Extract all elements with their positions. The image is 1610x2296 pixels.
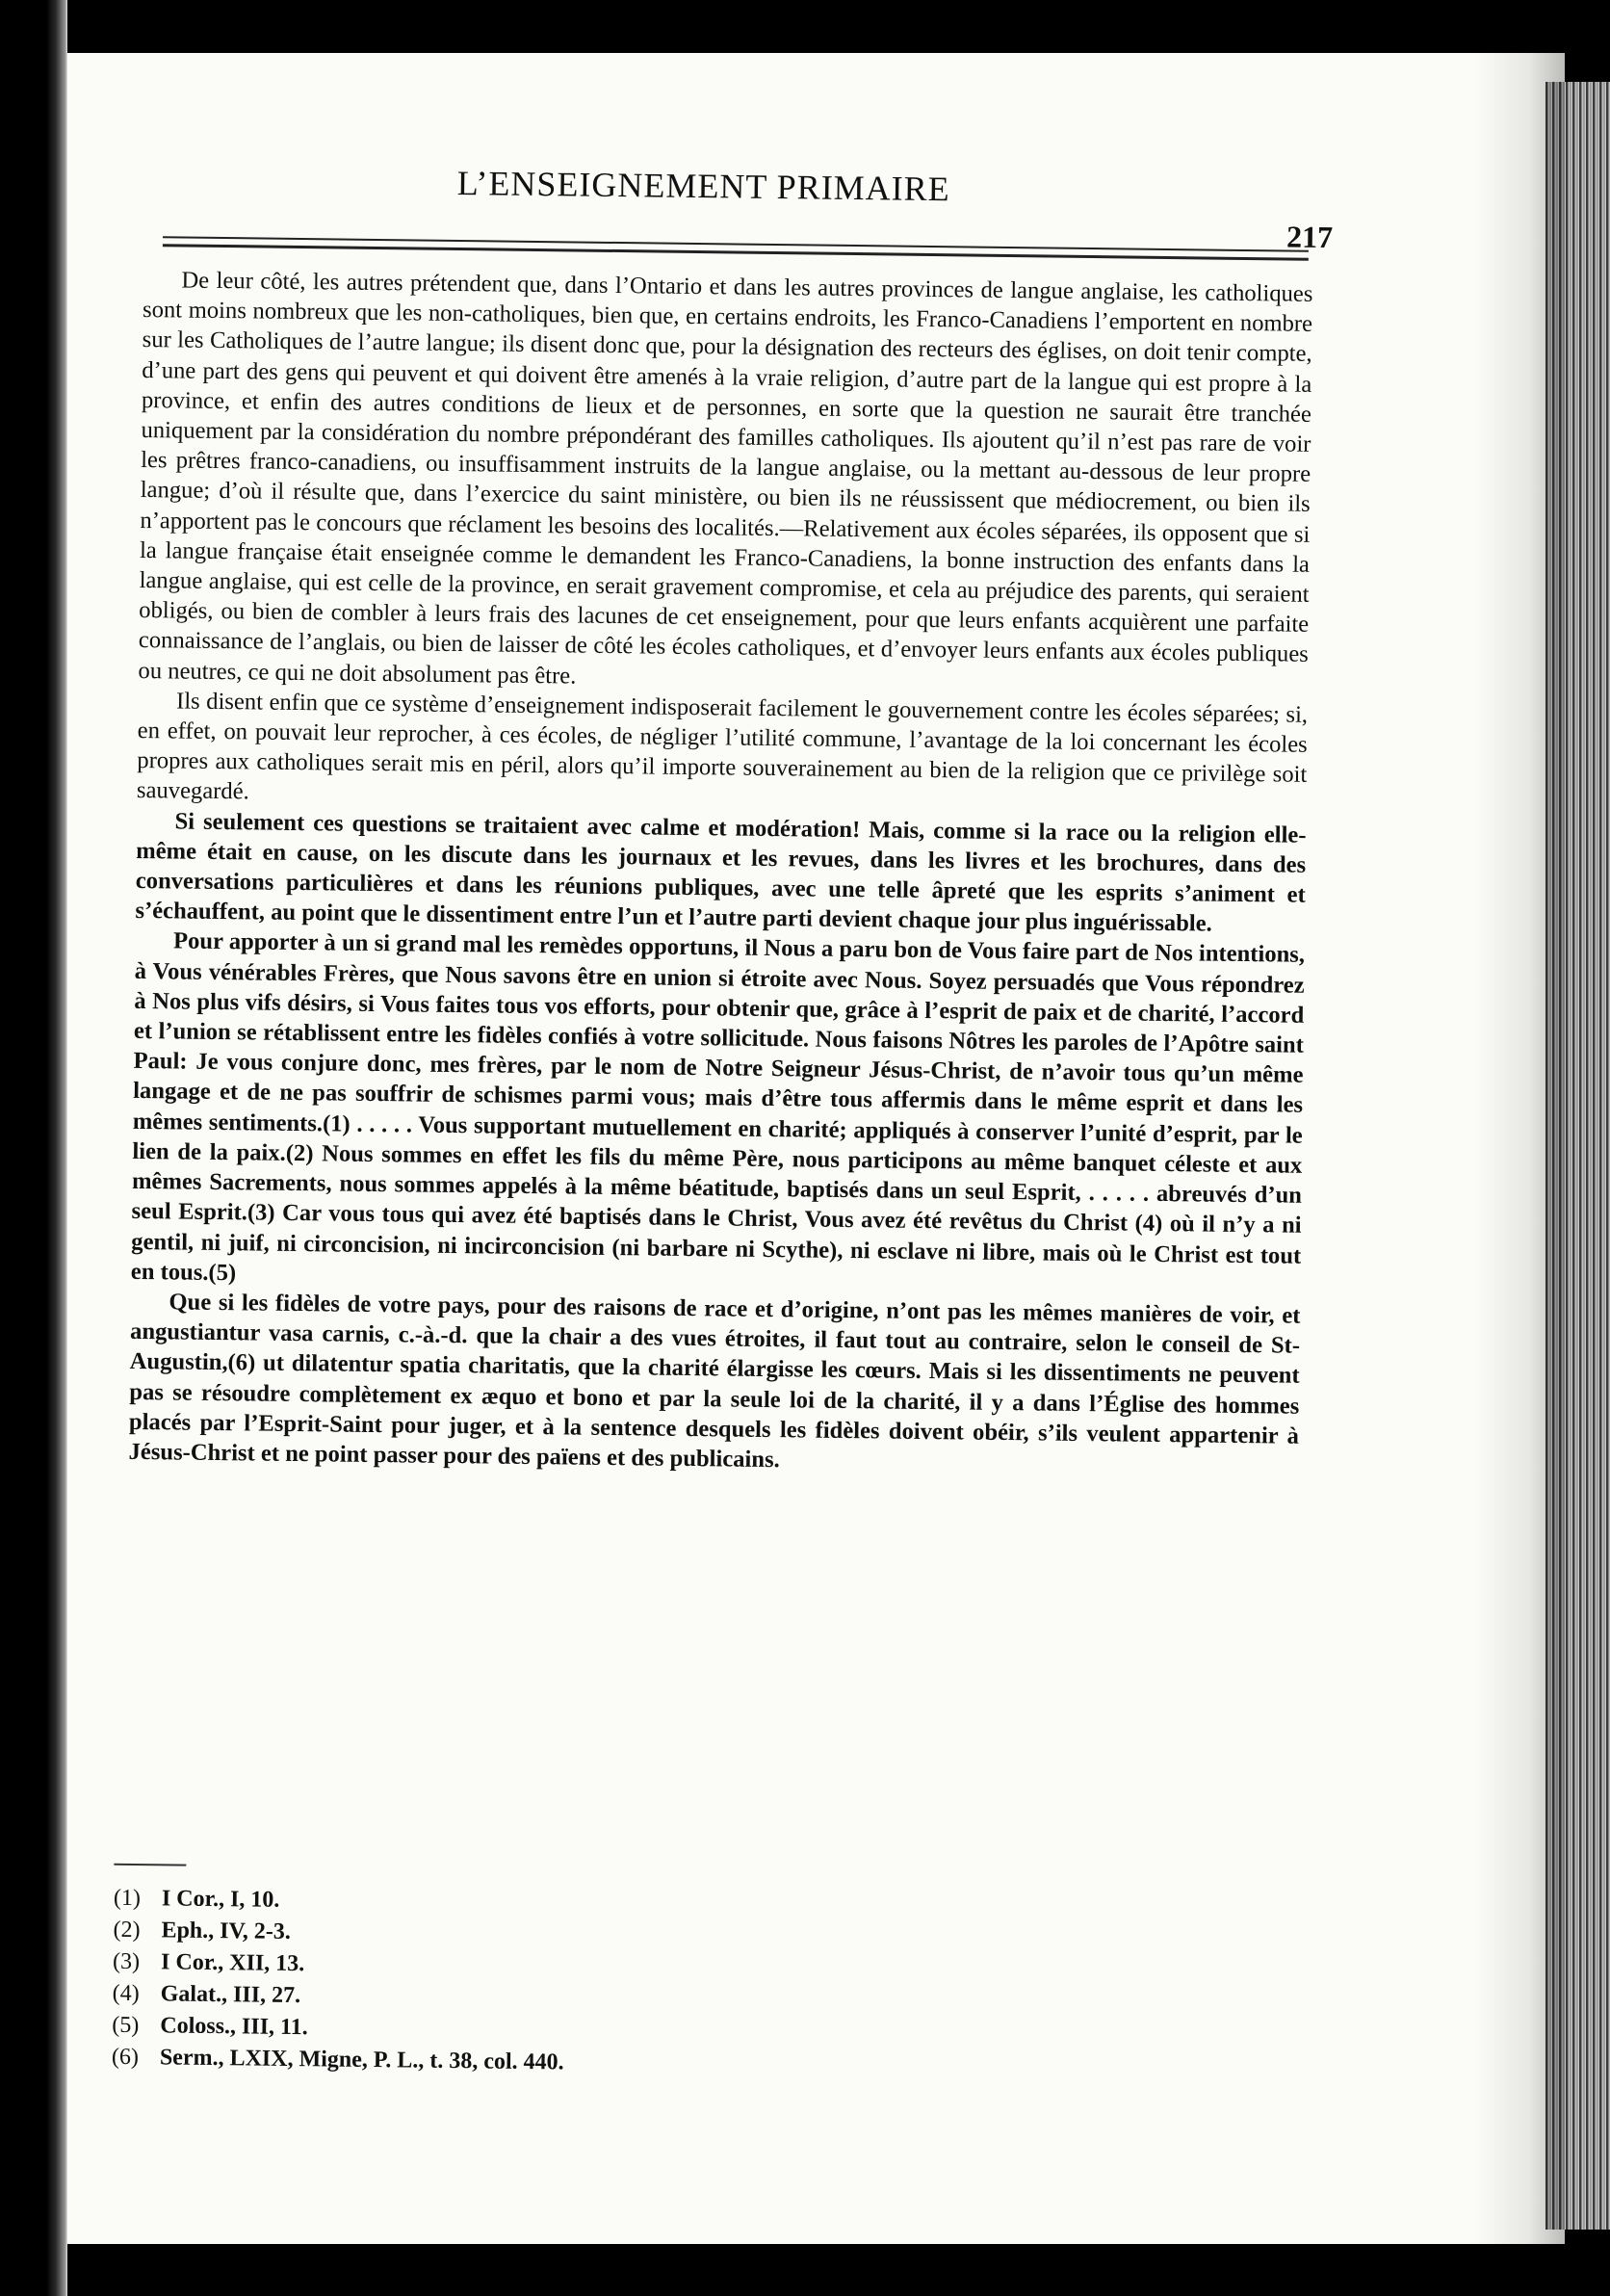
paragraph: Que si les fidèles de votre pays, pour des raisons de race et d’origine, n’ont pas les mêmes manières de voir, et angustiantur vasa carnis, c.-à.-d. que la chair a des vues étroites, il faut tout au contraire, selon le conseil de St-Augustin,(6) ut dilatentur spatia charitatis, que la charité élargisse les cœurs. Mais si les dissentiments ne peuvent pas se résoudre complètement ex æquo et bono et par la seule loi de la charité, il y a dans l’Église des hommes placés par l’Esprit-Saint pour juger, et à la sentence desquels les fidèles doivent obéir, s’ils veulent appartenir à Jésus-Christ et ne point passer pour des païens et des publicains. xyxy=(128,1289,1301,1474)
book-spine-shadow xyxy=(0,0,67,2296)
footnote-reference: I Cor., I, 10. xyxy=(161,1886,280,1913)
footnote-reference: I Cor., XII, 13. xyxy=(160,1949,305,1977)
paragraph: Si seulement ces questions se traitaient avec calme et modération! Mais, comme si la race ou la religion elle-même était en cause, on les discute dans les journaux et les revues, dans les livres et les brochures, dans des conversations particulières et dans les réunions publiques, avec une telle âpreté que les esprits s’animent et s’échauffent, au point que le dissentiment entre l’un et l’autre parti devient chaque jour plus inguérissable. xyxy=(135,808,1307,937)
page-number: 217 xyxy=(1285,219,1334,255)
page-curl-shadow xyxy=(1473,0,1565,2296)
footnote-number: (3) xyxy=(112,1948,141,1975)
footnote-number: (2) xyxy=(113,1917,141,1944)
footnote-number: (1) xyxy=(113,1885,142,1912)
footnote-reference: Eph., IV, 2-3. xyxy=(161,1918,291,1944)
footnote-number: (4) xyxy=(112,1980,140,2007)
footnote-reference: Galat., III, 27. xyxy=(160,1981,301,2009)
footnote-rule xyxy=(114,1864,186,1866)
running-title: L’ENSEIGNEMENT PRIMAIRE xyxy=(456,163,950,209)
footnote-reference: Coloss., III, 11. xyxy=(160,2013,308,2041)
footnote-list xyxy=(112,1883,884,2083)
paragraph: Pour apporter à un si grand mal les remèdes opportuns, il Nous a paru bon de Vous faire part de Nos intentions, à Vous vénérables Frères, que Nous savons être en union si étroite avec Nous. Soyez persuadés que Vous répondrez à Nos plus vifs désirs, si Vous faites tous vos efforts, pour obtenir que, grâce à l’esprit de paix et de charité, l’accord et l’union se rétablissent entre les fidèles confiés à votre sollicitude. Nous faisons Nôtres les paroles de l’Apôtre saint Paul: Je vous conjure donc, mes frères, par le nom de Notre Seigneur Jésus-Christ, de n’avoir tous qu’un même langage et de ne pas souffrir de schismes parmi vous; mais d’être tous affermis dans le même esprit et dans les mêmes sentiments.(1) . . . . . Vous supportant mutuellement en charité; appliqués à conserver l’unité d’esprit, par le lien de la paix.(2) Nous sommes en effet les fils du même Père, nous participons au même banquet céleste et aux mêmes Sacrements, nous sommes appelés à la même béatitude, baptisés dans un seul Esprit, . . . . . abreuvés d’un seul Esprit.(3) Car vous tous qui avez été baptisés dans le Christ, Vous avez été revêtus du Christ (4) où il n’y a ni gentil, ni juif, ni circoncision, ni incirconcision (ni barbare ni Scythe), ni esclave ni libre, mais où le Christ est tout en tous.(5) xyxy=(130,927,1306,1286)
footnote-reference: Serm., LXIX, Migne, P. L., t. 38, col. 440. xyxy=(159,2045,564,2075)
paragraph: De leur côté, les autres prétendent que, dans l’Ontario et dans les autres provinces de langue anglaise, les catholiques sont moins nombreux que les non-catholiques, bien que, en certains endroits, les Franco-Canadiens l’emportent en nombre sur les Catholiques de l’autre langue; ils disent donc que, pour la désignation des recteurs des églises, on doit tenir compte, d’une part des gens qui peuvent et qui doivent être amenés à la vraie religion, d’autre part de la langue qui est propre à la province, et enfin des autres conditions de lieux et de personnes, en sorte que la question ne saurait être tranchée uniquement par la considération du nombre prépondérant des familles catholiques. Ils ajoutent qu’il n’est pas rare de voir les prêtres franco-canadiens, ou insuffisamment instruits de la langue anglaise, ou la mettant au-dessous de leur propre langue; d’où il résulte que, dans l’exercice du saint ministère, ou bien ils ne réussissent que médiocrement, ou bien ils n’apportent pas le concours que réclament les besoins des localités.—Relativement aux écoles séparées, ils opposent que si la langue française était enseignée comme le demandent les Franco-Canadiens, la bonne instruction des enfants dans la langue anglaise, qui est celle de la province, en serait gravement compromise, et cela au préjudice des parents, qui seraient obligés, ou bien de combler à leurs frais des lacunes de cet enseignement, pour que leurs enfants acquièrent une parfaite connaissance de l’anglais, ou bien de laisser de côté les écoles catholiques, et d’envoyer leurs enfants aux écoles publiques ou neutres, ce qui ne doit absolument pas être. xyxy=(138,267,1313,690)
footnote-number: (5) xyxy=(112,2012,140,2039)
paragraph: Ils disent enfin que ce système d’enseignement indisposerait facilement le gouvernement contre les écoles séparées; si, en effet, on pouvait leur reprocher, à ces écoles, de négliger l’utilité commune, l’avantage de la loi concernant les écoles propres aux catholiques serait mis en péril, alors qu’il importe souverainement au bien de la religion que ce privilège soit sauvegardé. xyxy=(136,688,1309,805)
footnotes xyxy=(112,1864,885,2083)
body-text xyxy=(128,265,1312,1481)
footnote-number: (6) xyxy=(111,2044,140,2071)
